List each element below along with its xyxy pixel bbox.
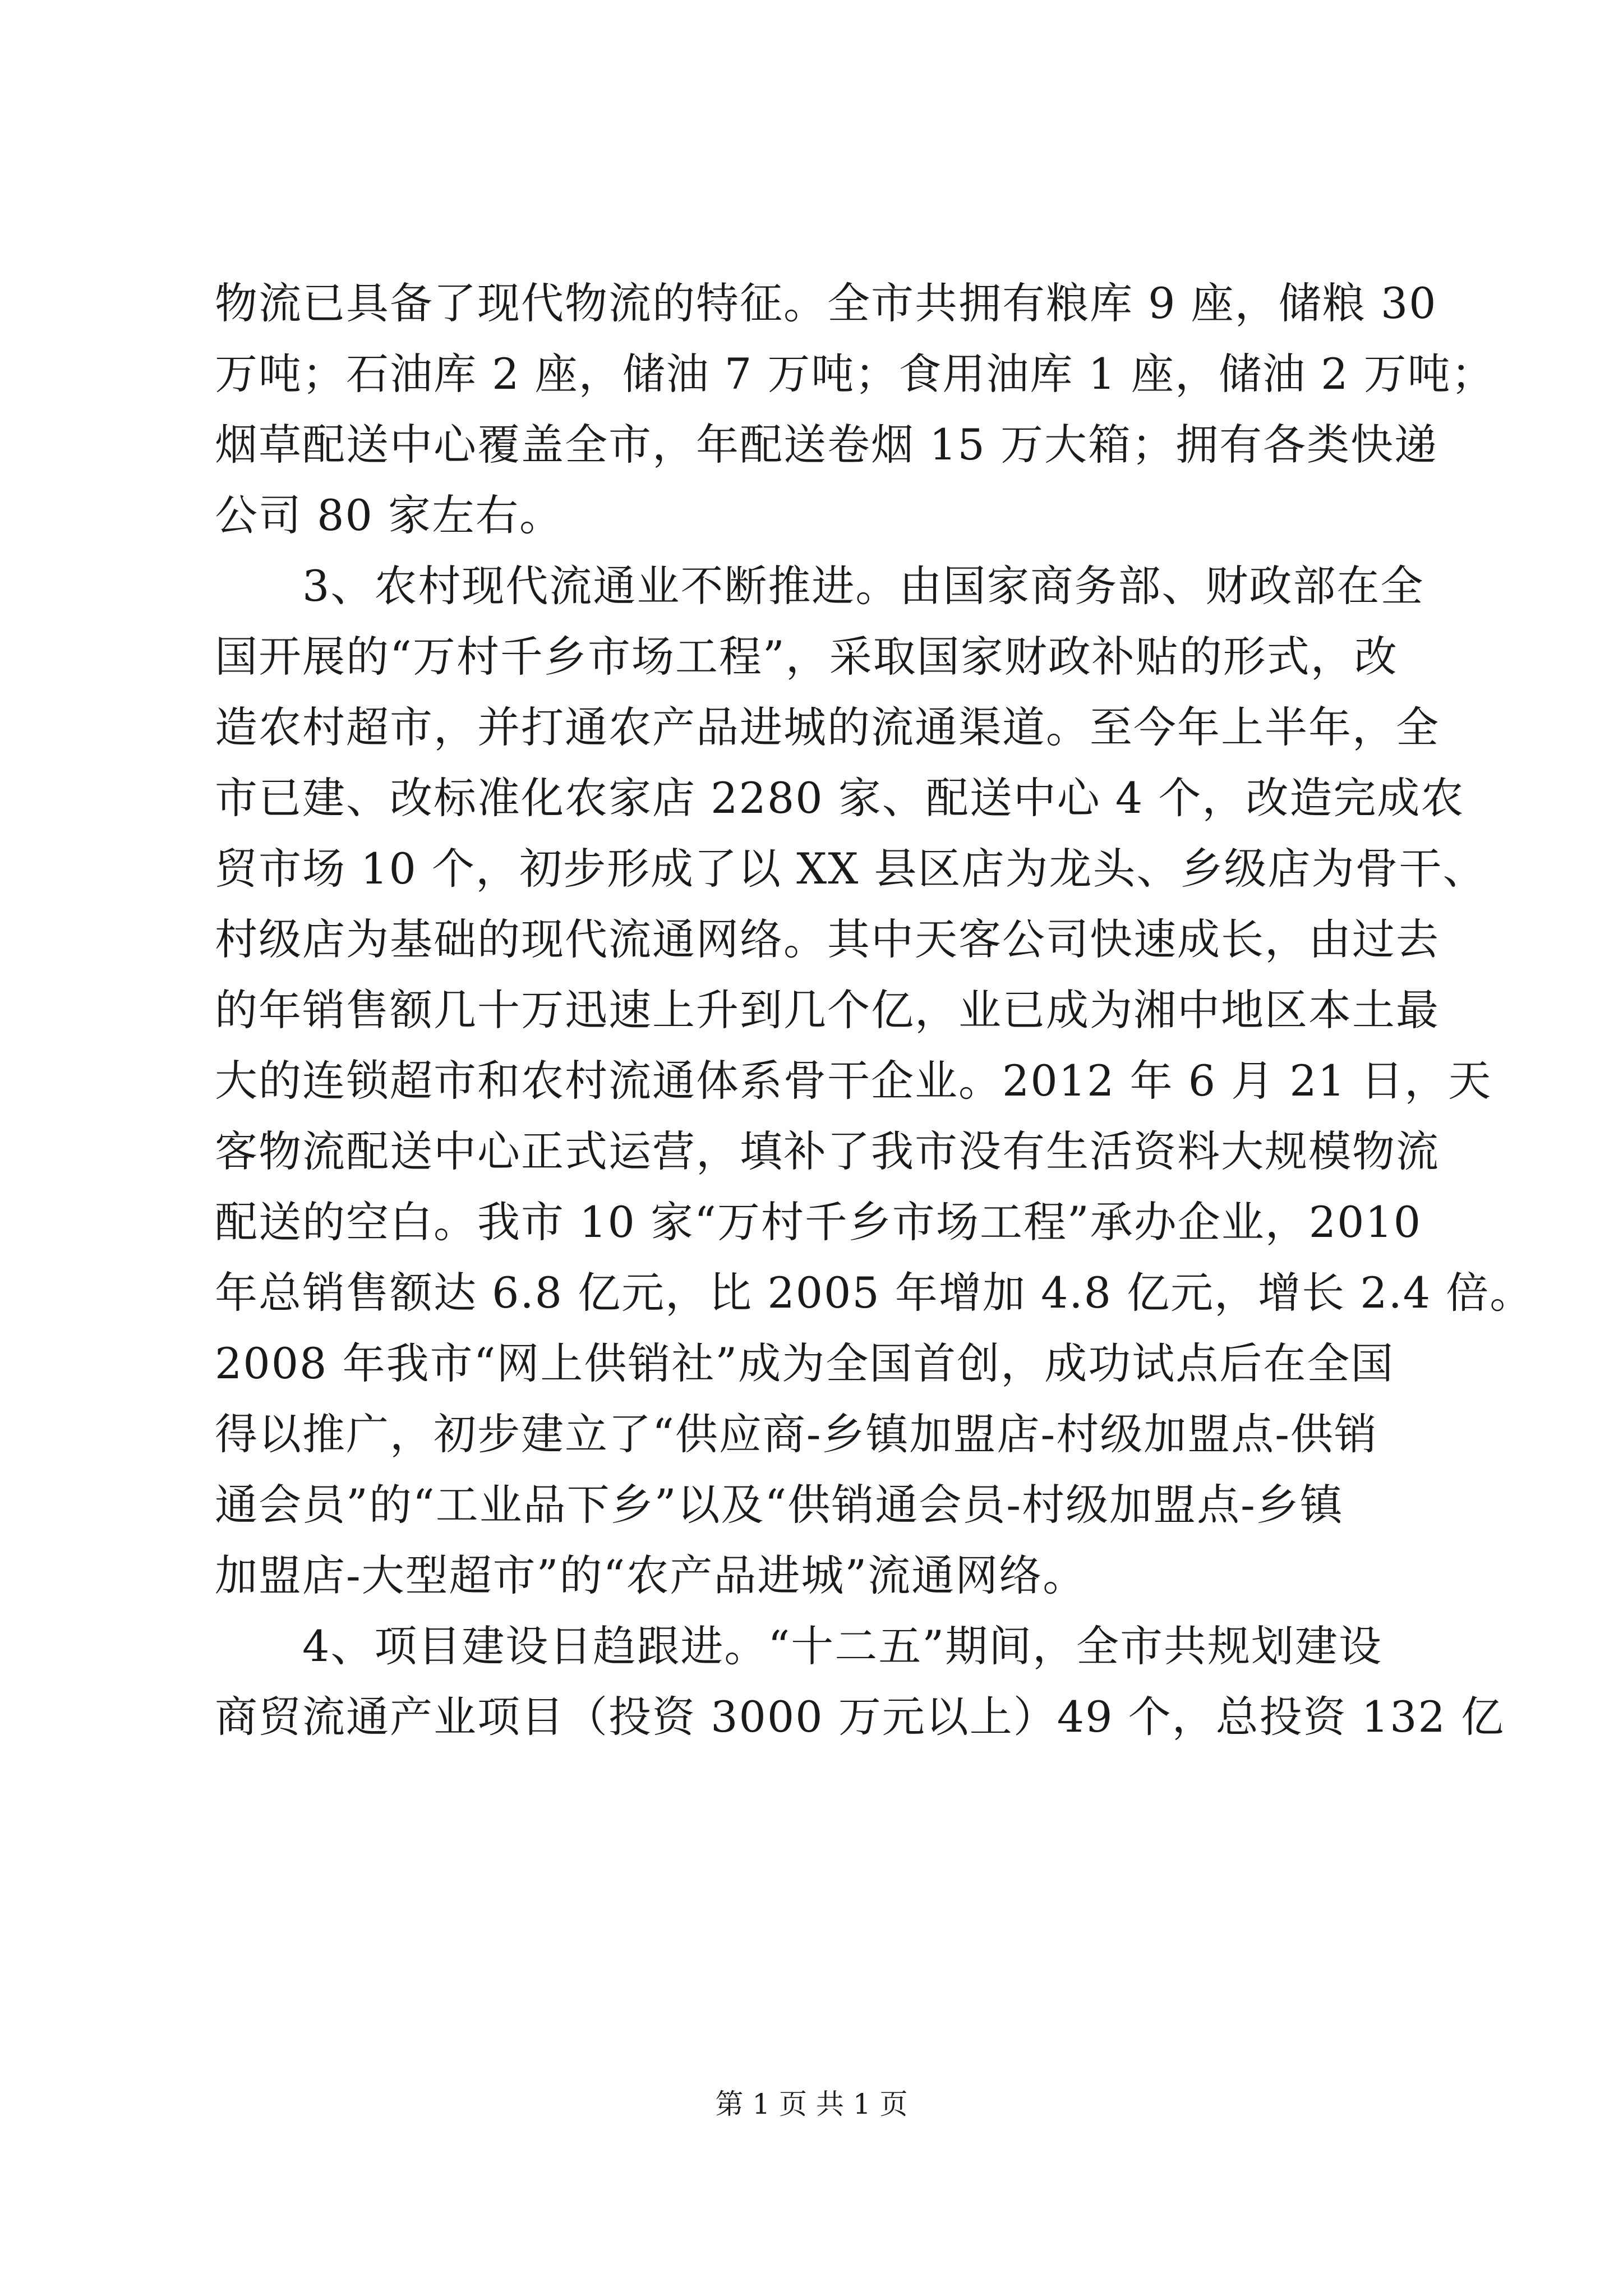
text-line: 造农村超市，并打通农产品进城的流通渠道。至今年上半年，全 xyxy=(215,702,1440,752)
text-line: 市已建、改标准化农家店 2280 家、配送中心 4 个，改造完成农 xyxy=(215,773,1465,823)
text-line: 村级店为基础的现代流通网络。其中天客公司快速成长，由过去 xyxy=(215,914,1440,964)
text-line: 商贸流通产业项目（投资 3000 万元以上）49 个，总投资 132 亿 xyxy=(215,1692,1505,1742)
text-line: 3、农村现代流通业不断推进。由国家商务部、财政部在全 xyxy=(215,561,1424,611)
text-line: 公司 80 家左右。 xyxy=(215,490,564,540)
page-number-label: 第 1 页 共 1 页 xyxy=(715,2088,908,2120)
text-line: 的年销售额几十万迅速上升到几个亿，业已成为湘中地区本土最 xyxy=(215,985,1440,1035)
text-line: 2008 年我市“网上供销社”成为全国首创，成功试点后在全国 xyxy=(215,1338,1395,1388)
text-line: 4、项目建设日趋跟进。“十二五”期间，全市共规划建设 xyxy=(215,1621,1383,1671)
text-line: 得以推广，初步建立了“供应商-乡镇加盟店-村级加盟点-供销 xyxy=(215,1409,1378,1459)
text-line: 客物流配送中心正式运营，填补了我市没有生活资料大规模物流 xyxy=(215,1126,1440,1176)
text-line: 通会员”的“工业品下乡”以及“供销通会员-村级加盟点-乡镇 xyxy=(215,1480,1344,1530)
text-line: 加盟店-大型超市”的“农产品进城”流通网络。 xyxy=(215,1550,1087,1600)
text-line: 贸市场 10 个，初步形成了以 XX 县区店为龙头、乡级店为骨干、 xyxy=(215,844,1487,894)
text-line: 配送的空白。我市 10 家“万村千乡市场工程”承办企业，2010 xyxy=(215,1197,1422,1247)
page-footer xyxy=(0,2085,1623,2124)
text-line: 万吨；石油库 2 座，储油 7 万吨；食用油库 1 座，储油 2 万吨； xyxy=(215,349,1495,399)
text-line: 物流已具备了现代物流的特征。全市共拥有粮库 9 座，储粮 30 xyxy=(215,278,1437,328)
text-line: 大的连锁超市和农村流通体系骨干企业。2012 年 6 月 21 日，天 xyxy=(215,1056,1492,1106)
text-line: 烟草配送中心覆盖全市，年配送卷烟 15 万大箱；拥有各类快递 xyxy=(215,420,1438,470)
text-line: 年总销售额达 6.8 亿元，比 2005 年增加 4.8 亿元，增长 2.4 倍。 xyxy=(215,1268,1534,1318)
body-text xyxy=(215,268,1534,1752)
text-line: 国开展的“万村千乡市场工程”，采取国家财政补贴的形式，改 xyxy=(215,632,1398,682)
